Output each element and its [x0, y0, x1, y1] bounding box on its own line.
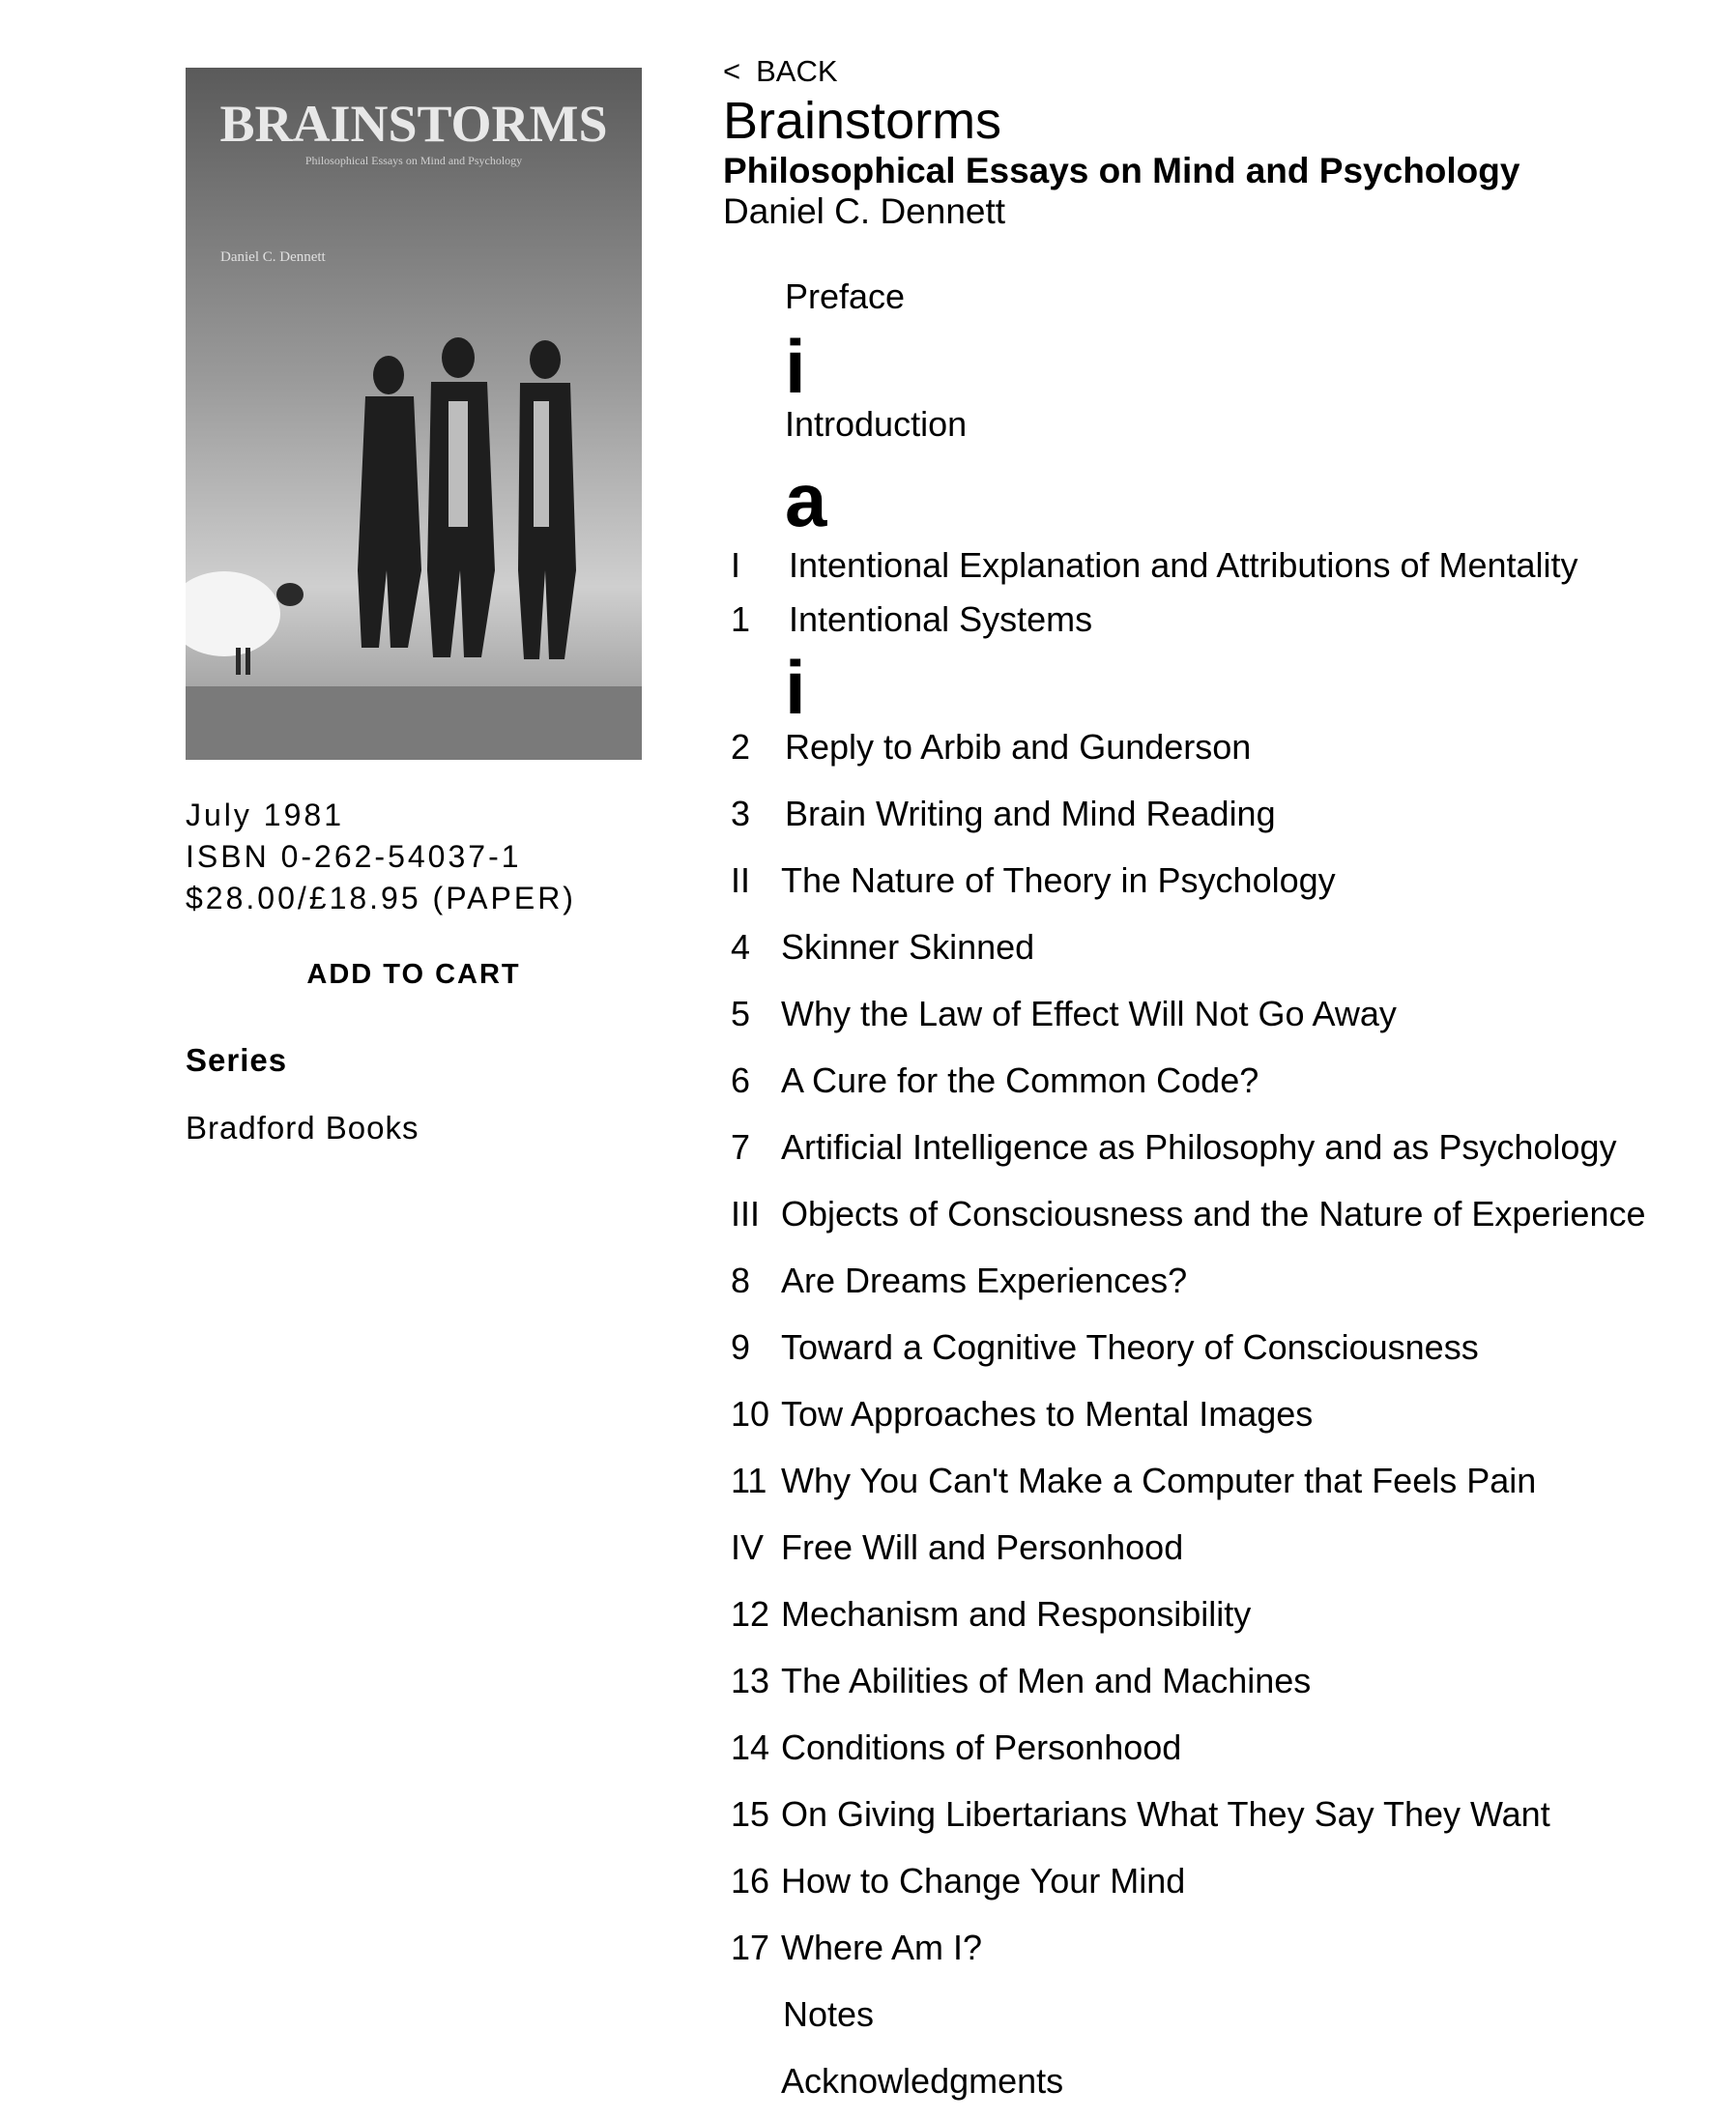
cover-author: Daniel C. Dennett — [220, 249, 326, 265]
book-subtitle: Philosophical Essays on Mind and Psychology — [723, 151, 1520, 190]
toc-item-number: 2 — [731, 727, 751, 767]
toc-item-number: I — [731, 545, 741, 585]
toc-item-number: 12 — [731, 1594, 770, 1634]
toc-item-title: The Nature of Theory in Psychology — [781, 860, 1336, 900]
book-cover-image — [186, 68, 642, 760]
back-link[interactable] — [723, 54, 838, 89]
toc-item-title: Introduction — [785, 404, 968, 444]
toc-item-number: 6 — [731, 1060, 751, 1100]
toc-item-number: 3 — [731, 794, 751, 833]
series-link[interactable]: Bradford Books — [186, 1110, 420, 1146]
toc-item-number: 8 — [731, 1261, 751, 1300]
book-author: Daniel C. Dennett — [723, 191, 1006, 231]
price: $28.00/£18.95 (PAPER) — [186, 881, 576, 915]
toc-item-title: Toward a Cognitive Theory of Consciousness — [781, 1327, 1479, 1367]
toc-item-number: 17 — [731, 1928, 770, 1967]
toc-item-number: 13 — [731, 1661, 770, 1700]
page-number-marker: a — [785, 457, 827, 542]
toc-item-title: Reply to Arbib and Gunderson — [785, 727, 1252, 767]
book-meta — [186, 795, 576, 919]
toc-item-number: 4 — [731, 927, 751, 967]
toc-item-title: Artificial Intelligence as Philosophy and as Psychology — [781, 1127, 1617, 1167]
chevron-left-icon: < — [723, 54, 741, 88]
toc-item-number: 11 — [731, 1461, 767, 1500]
toc-item-title: Intentional Explanation and Attributions of Mentality — [789, 545, 1578, 585]
page-number-marker: i — [785, 324, 806, 409]
toc-item-number: 15 — [731, 1794, 770, 1834]
toc-item-title: Mechanism and Responsibility — [781, 1594, 1252, 1634]
page-number-marker: i — [785, 645, 806, 730]
toc-item-title: Brain Writing and Mind Reading — [785, 794, 1276, 833]
series-heading: Series — [186, 1042, 288, 1078]
toc-item-title: Acknowledgments — [781, 2061, 1064, 2101]
toc-item-number: 14 — [731, 1727, 770, 1767]
back-label: BACK — [756, 54, 838, 88]
toc-item-title: Objects of Consciousness and the Nature of Experience — [781, 1194, 1646, 1234]
toc-item-title: Preface — [785, 276, 906, 316]
toc-item-number: 1 — [731, 599, 751, 639]
cover-title: BRAINSTORMS — [219, 95, 608, 153]
toc-item-title: Why the Law of Effect Will Not Go Away — [781, 994, 1397, 1033]
toc-item-title: Notes — [783, 1994, 875, 2034]
toc-item-title: Tow Approaches to Mental Images — [781, 1394, 1314, 1434]
toc-item-title: Skinner Skinned — [781, 927, 1035, 967]
publication-date: July 1981 — [186, 798, 344, 832]
toc-item-number: 9 — [731, 1327, 751, 1367]
toc-item-number: 10 — [731, 1394, 770, 1434]
toc-item-title: Are Dreams Experiences? — [781, 1261, 1188, 1300]
toc-item-number: 5 — [731, 994, 751, 1033]
toc-item-number: II — [731, 860, 751, 900]
toc-item-number: III — [731, 1194, 761, 1234]
toc-item-title: On Giving Libertarians What They Say They Want — [781, 1794, 1550, 1834]
add-to-cart-button[interactable]: ADD TO CART — [306, 959, 521, 990]
toc-item-title: A Cure for the Common Code? — [781, 1060, 1259, 1100]
cover-subtitle: Philosophical Essays on Mind and Psychology — [304, 154, 523, 167]
toc-item-title: Intentional Systems — [789, 599, 1093, 639]
page-title: Brainstorms — [723, 92, 1002, 150]
toc-item-title: How to Change Your Mind — [781, 1861, 1186, 1901]
toc-item-number: 16 — [731, 1861, 770, 1901]
toc-item-title: The Abilities of Men and Machines — [781, 1661, 1312, 1700]
toc-item-title: Free Will and Personhood — [781, 1527, 1184, 1567]
toc-item-title: Why You Can't Make a Computer that Feels Pain — [781, 1461, 1537, 1500]
toc-item-number: IV — [731, 1527, 765, 1567]
toc-item-title: Conditions of Personhood — [781, 1727, 1182, 1767]
toc-item-title: Where Am I? — [781, 1928, 983, 1967]
isbn: ISBN 0-262-54037-1 — [186, 839, 522, 874]
toc-item-number: 7 — [731, 1127, 751, 1167]
